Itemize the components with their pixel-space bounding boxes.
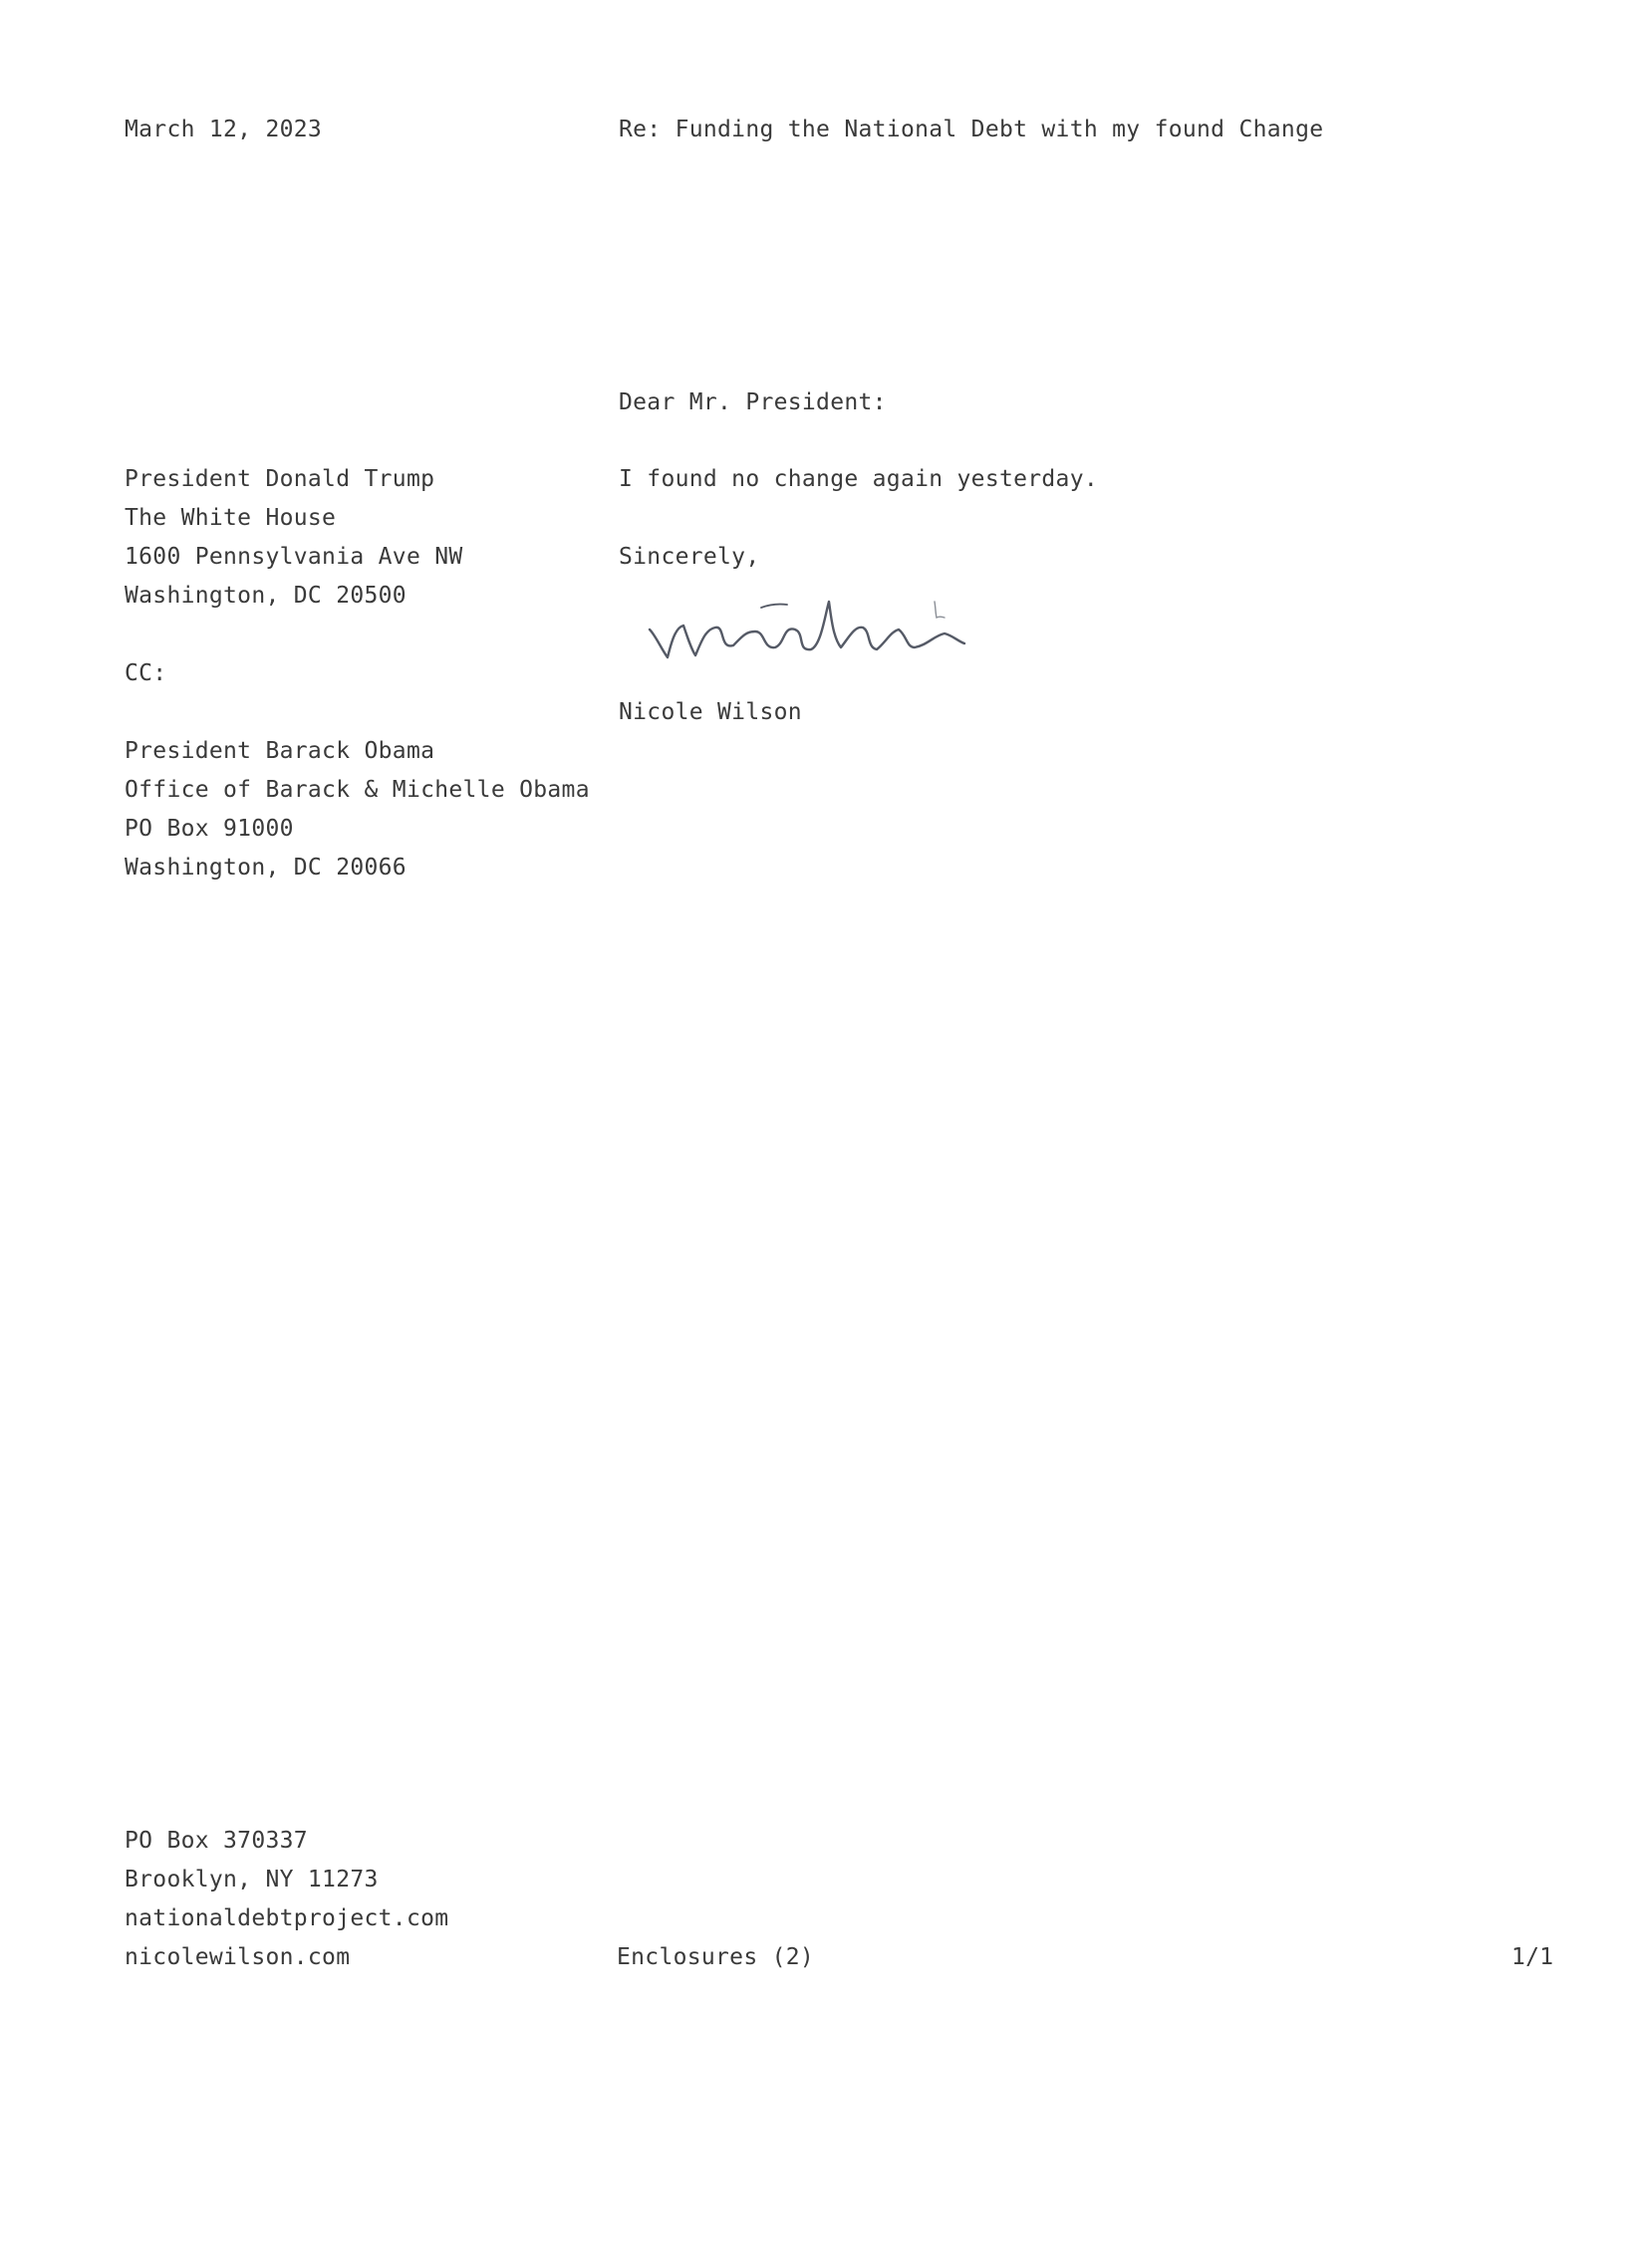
cc-line: President Barack Obama — [125, 738, 435, 764]
cc-address — [125, 732, 590, 887]
cc-line: Washington, DC 20066 — [125, 855, 406, 881]
signature-graphic — [646, 586, 974, 675]
letter-date: March 12, 2023 — [125, 117, 323, 142]
recipient-address — [125, 460, 463, 616]
closing: Sincerely, — [619, 544, 760, 570]
salutation: Dear Mr. President: — [619, 389, 887, 415]
recipient-line: The White House — [125, 505, 337, 531]
cc-line: Office of Barack & Michelle Obama — [125, 777, 590, 803]
recipient-line: Washington, DC 20500 — [125, 583, 406, 609]
enclosures-note: Enclosures (2) — [617, 1944, 815, 1970]
sender-line: PO Box 370337 — [125, 1828, 308, 1854]
handwritten-signature — [646, 586, 974, 675]
recipient-line: 1600 Pennsylvania Ave NW — [125, 544, 463, 570]
sender-line: nationaldebtproject.com — [125, 1905, 449, 1931]
signature-name: Nicole Wilson — [619, 699, 802, 725]
cc-line: PO Box 91000 — [125, 816, 294, 842]
sender-line: nicolewilson.com — [125, 1944, 351, 1970]
letter-subject: Re: Funding the National Debt with my found Change — [619, 117, 1324, 142]
cc-label: CC: — [125, 660, 167, 686]
letter-body: I found no change again yesterday. — [619, 466, 1099, 492]
sender-line: Brooklyn, NY 11273 — [125, 1867, 379, 1892]
sender-footer — [125, 1822, 448, 1977]
recipient-line: President Donald Trump — [125, 466, 435, 492]
page-number: 1/1 — [1511, 1944, 1554, 1970]
